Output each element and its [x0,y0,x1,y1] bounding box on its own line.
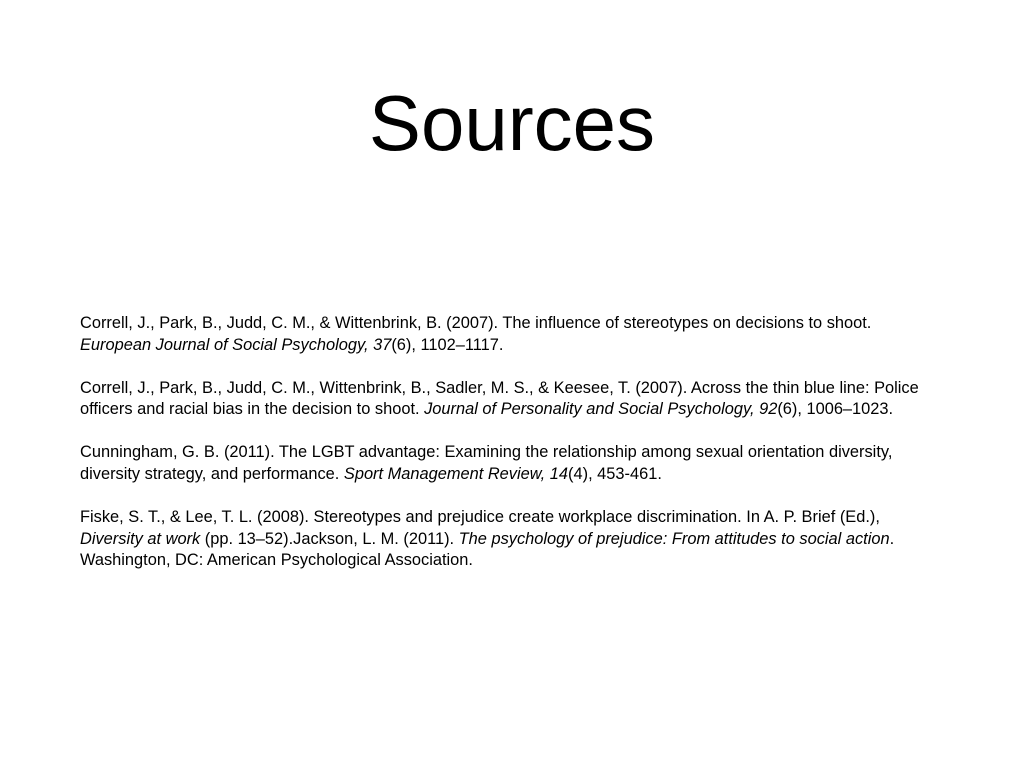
reference-italic-text: European Journal of Social Psychology, 37 [80,335,392,354]
slide-title: Sources [368,79,656,167]
reference-italic-text: Sport Management Review, 14 [343,464,569,483]
reference-text: (6), 1102–1117. [391,335,504,354]
reference-text: Cunningham, G. B. (2011). The LGBT advantage: Examining the relationship among sexual orientation diversity, diversity strategy, and performance. [80,443,893,483]
reference-text: (pp. 13–52).Jackson, L. M. (2011). [200,529,459,548]
reference-text: (4), 453-461. [568,464,662,483]
reference-italic-text: Diversity at work [80,529,201,548]
reference-item [80,442,940,485]
reference-italic-text: The psychology of prejudice: From attitudes to social action [458,529,890,548]
reference-text: Fiske, S. T., & Lee, T. L. (2008). Stereotypes and prejudice create workplace discrimination. In A. P. Brief (Ed.), [80,508,880,527]
reference-text: Correll, J., Park, B., Judd, C. M., & Wittenbrink, B. (2007). The influence of stereotypes on decisions to shoot. [80,314,872,332]
reference-italic-text: Journal of Personality and Social Psychology, 92 [424,400,778,419]
reference-list [80,313,940,572]
reference-item [80,507,940,572]
reference-item [80,378,940,421]
reference-text: Correll, J., Park, B., Judd, C. M., Wittenbrink, B., Sadler, M. S., & Keesee, T. (2007). Across the thin blue line: Police officers and racial bias in the decision to shoot. [80,378,919,419]
reference-text: . Washington, DC: American Psychological Association. [80,529,895,570]
reference-text: (6), 1006–1023. [777,400,894,419]
reference-item [80,313,940,356]
